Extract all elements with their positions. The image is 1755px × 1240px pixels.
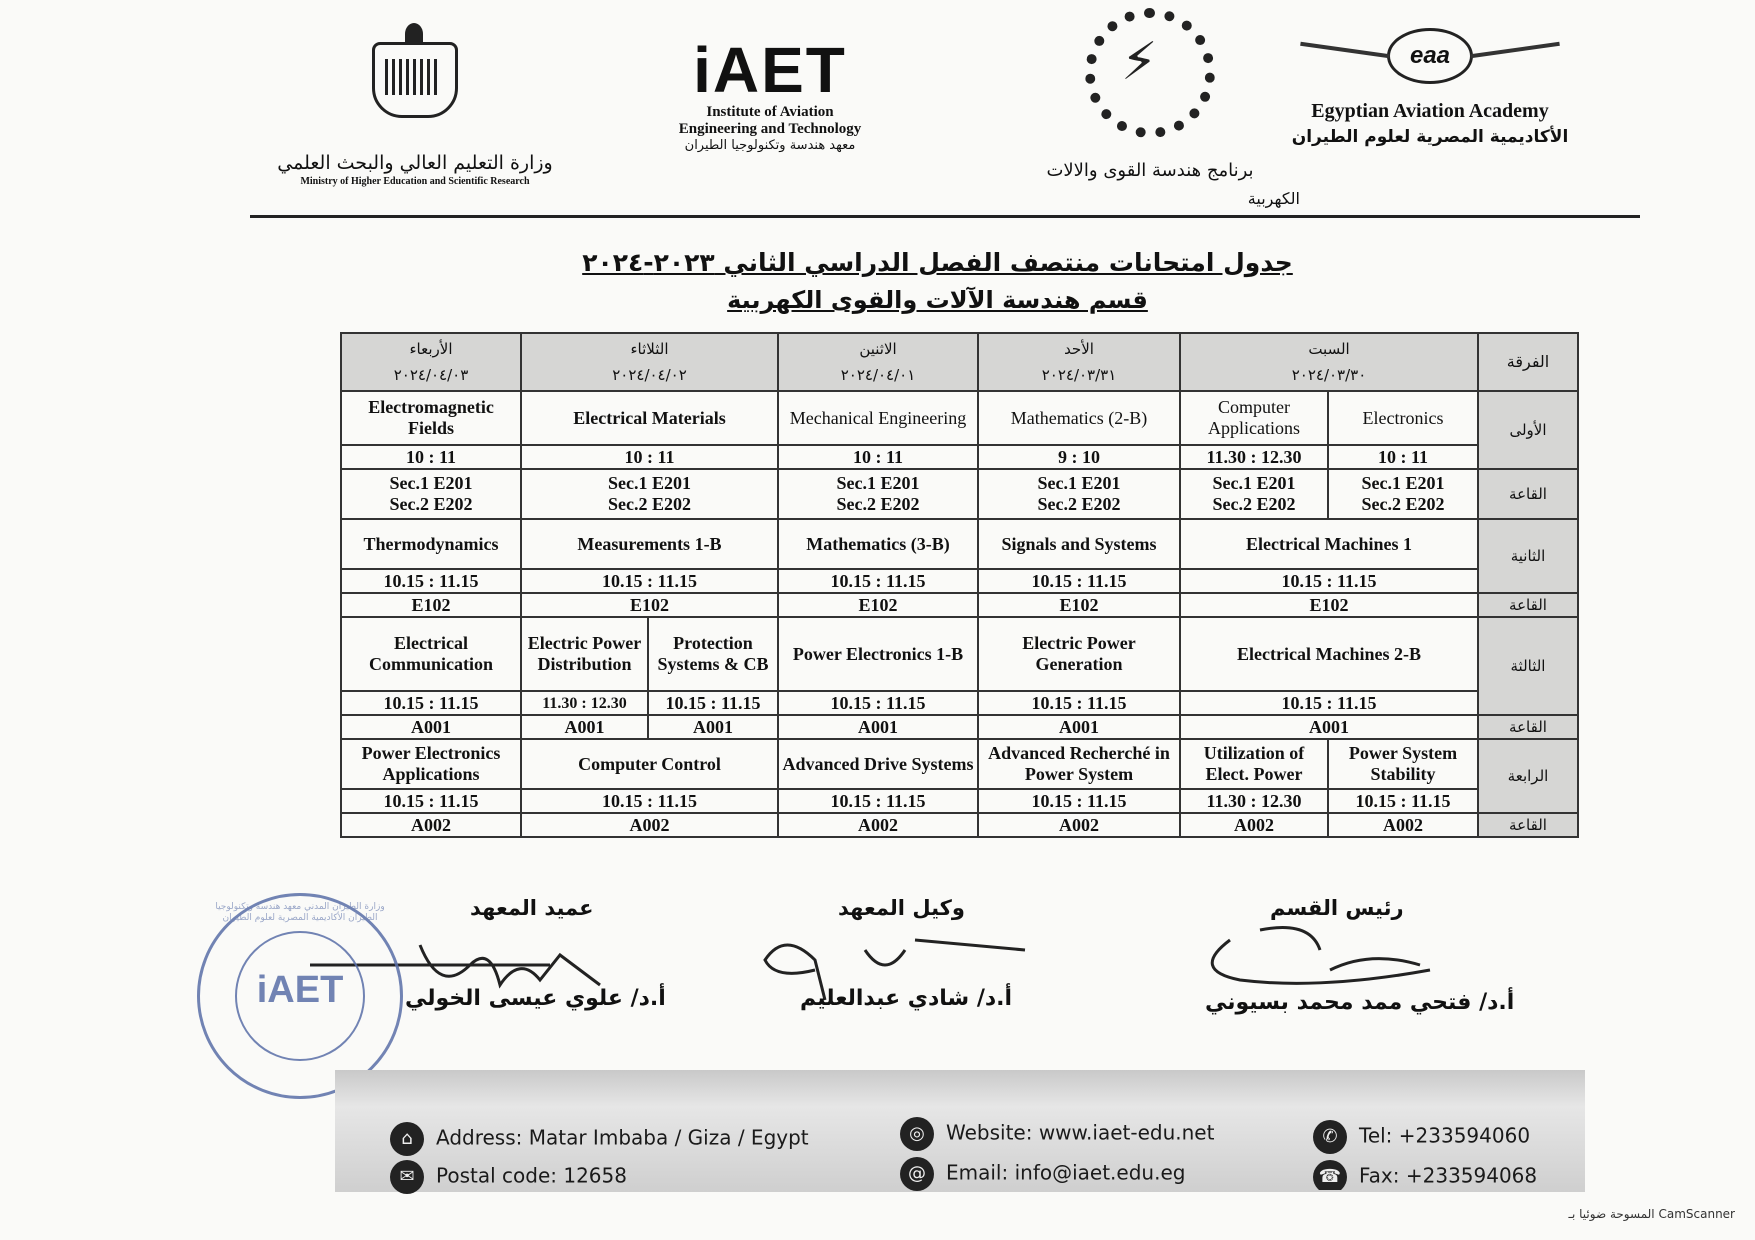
iaet-name-en-2: Engineering and Technology [678,121,862,137]
time-cell: 10.15 : 11.15 [1180,691,1478,715]
day-header-tuesday: الثلاثاء ٢٠٢٤/٠٤/٠٢ [521,333,778,391]
hall-cell: A002 [778,813,978,837]
postal-item: ✉ Postal code: 12658 [390,1160,627,1194]
time-cell: 11.30 : 12.30 [1180,445,1328,469]
header-divider [250,215,1640,218]
hall-cell: Sec.1 E201 Sec.2 E202 [978,469,1180,519]
hall-cell: A002 [1328,813,1478,837]
page-title: جدول امتحانات منتصف الفصل الدراسي الثاني ٢٠٢٣-٢٠٢٤ [582,248,1293,277]
mail-icon: ✉ [390,1160,424,1194]
dept-head-name: أ.د/ فتحي ممد محمد بسيوني [1205,990,1515,1015]
subject-cell: Electric Power Generation [978,617,1180,691]
year2-hall-row [341,593,1578,617]
website-item: ◎ Website: www.iaet-edu.net [900,1117,1214,1151]
time-cell: 10 : 11 [521,445,778,469]
time-cell: 10.15 : 11.15 [521,789,778,813]
ministry-name-en: Ministry of Higher Education and Scientific Research [300,176,530,187]
hall-cell: A002 [521,813,778,837]
subject-cell: Mechanical Engineering [778,391,978,445]
time-cell: 10 : 11 [1328,445,1478,469]
subject-cell: Electrical Machines 1 [1180,519,1478,569]
hall-cell: Sec.1 E201 Sec.2 E202 [1180,469,1328,519]
eaa-name-ar: الأكاديمية المصرية لعلوم الطيران [1291,127,1569,147]
hall-cell: A001 [648,715,778,739]
iaet-wordmark: iAET [693,34,847,106]
iaet-name-ar: معهد هندسة وتكنولوجيا الطيران [684,138,856,153]
year4-hall-row [341,813,1578,837]
time-cell: 10.15 : 11.15 [778,789,978,813]
hall-cell: Sec.1 E201 Sec.2 E202 [778,469,978,519]
gear-lightning-icon [1085,8,1215,138]
grade-label-year3: الثالثة [1478,617,1578,715]
subject-cell: Signals and Systems [978,519,1180,569]
time-cell: 10.15 : 11.15 [978,789,1180,813]
grade-label-year2: الثانية [1478,519,1578,593]
subject-cell: Electrical Communication [341,617,521,691]
iaet-name-en-1: Institute of Aviation [706,104,834,120]
fax-icon: ☎ [1313,1160,1347,1190]
hall-cell: A001 [341,715,521,739]
year1-subject-row [341,391,1578,445]
program-name-ar-2: الكهربية [1247,189,1300,208]
hall-cell: A001 [1180,715,1478,739]
vice-dean-title: وكيل المعهد [838,896,965,920]
exam-schedule-table [340,332,1579,838]
subject-cell: Electronics [1328,391,1478,445]
tel-item: ✆ Tel: +233594060 [1313,1120,1530,1154]
hall-cell: Sec.1 E201 Sec.2 E202 [521,469,778,519]
iaet-logo [610,34,930,153]
hall-cell: A002 [1180,813,1328,837]
subject-cell: Power Electronics 1-B [778,617,978,691]
day-header-wednesday: الأربعاء ٢٠٢٤/٠٤/٠٣ [341,333,521,391]
subject-cell: Electric Power Distribution [521,617,648,691]
year4-subject-row [341,739,1578,789]
hall-cell: A001 [978,715,1180,739]
day-header-monday: الاثنين ٢٠٢٤/٠٤/٠١ [778,333,978,391]
subject-cell: Electrical Machines 2-B [1180,617,1478,691]
eaa-name-en: Egyptian Aviation Academy [1311,100,1549,122]
time-cell: 10.15 : 11.15 [978,691,1180,715]
subject-cell: Mathematics (2-B) [978,391,1180,445]
year1-hall-row [341,469,1578,519]
subject-cell: Power System Stability [1328,739,1478,789]
hall-cell: E102 [341,593,521,617]
time-cell: 10.15 : 11.15 [1180,569,1478,593]
time-cell: 11.30 : 12.30 [521,691,648,715]
contact-footer [335,1070,1585,1192]
globe-icon: ◎ [900,1117,934,1151]
subject-cell: Computer Control [521,739,778,789]
hall-label: القاعة [1478,469,1578,519]
time-cell: 10.15 : 11.15 [521,569,778,593]
subject-cell: Advanced Recherché in Power System [978,739,1180,789]
time-cell: 10.15 : 11.15 [341,691,521,715]
grade-label-year1: الأولى [1478,391,1578,469]
subject-cell: Measurements 1-B [521,519,778,569]
hall-cell: E102 [978,593,1180,617]
dean-name: أ.د/ علوي عيسى الخولي [405,986,666,1011]
header-row [341,333,1578,391]
dept-head-title: رئيس القسم [1270,896,1404,920]
time-cell: 10.15 : 11.15 [341,569,521,593]
day-header-sunday: الأحد ٢٠٢٤/٠٣/٣١ [978,333,1180,391]
camscanner-watermark: المسوحة ضوئيا بـ CamScanner [1568,1207,1735,1221]
email-item: @ Email: info@iaet.edu.eg [900,1157,1185,1191]
subject-cell: Electrical Materials [521,391,778,445]
subject-cell: Electromagnetic Fields [341,391,521,445]
hall-cell: Sec.1 E201 Sec.2 E202 [1328,469,1478,519]
program-name-ar-1: برنامج هندسة القوى والالات [1046,160,1254,181]
time-cell: 10.15 : 11.15 [1328,789,1478,813]
ministry-logo [245,42,585,187]
hall-cell: Sec.1 E201 Sec.2 E202 [341,469,521,519]
year1-time-row [341,445,1578,469]
hall-cell: E102 [778,593,978,617]
page-subtitle: قسم هندسة الآلات والقوى الكهربية [727,286,1148,314]
day-header-saturday: السبت ٢٠٢٤/٠٣/٣٠ [1180,333,1478,391]
hall-cell: A002 [341,813,521,837]
location-icon: ⌂ [390,1122,424,1156]
subject-cell: Protection Systems & CB [648,617,778,691]
year2-subject-row [341,519,1578,569]
dean-title: عميد المعهد [470,896,594,920]
hall-cell: A001 [778,715,978,739]
time-cell: 10.15 : 11.15 [778,691,978,715]
year2-time-row [341,569,1578,593]
hall-label: القاعة [1478,715,1578,739]
subject-cell: Thermodynamics [341,519,521,569]
program-logo [1000,8,1300,208]
vice-dean-name: أ.د/ شادي عبدالعليم [800,986,1013,1011]
grade-header: الفرقة [1478,333,1578,391]
year4-time-row [341,789,1578,813]
phone-icon: ✆ [1313,1120,1347,1154]
time-cell: 10 : 11 [341,445,521,469]
at-icon: @ [900,1157,934,1191]
time-cell: 9 : 10 [978,445,1180,469]
time-cell: 11.30 : 12.30 [1180,789,1328,813]
ministry-name-ar: وزارة التعليم العالي والبحث العلمي [277,152,553,174]
subject-cell: Utilization of Elect. Power [1180,739,1328,789]
hall-label: القاعة [1478,813,1578,837]
hall-cell: E102 [521,593,778,617]
hall-cell: A002 [978,813,1180,837]
hall-label: القاعة [1478,593,1578,617]
time-cell: 10.15 : 11.15 [978,569,1180,593]
eaa-logo [1290,28,1570,147]
grade-label-year4: الرابعة [1478,739,1578,813]
stamp-mark: iAET [256,969,344,1011]
time-cell: 10 : 11 [778,445,978,469]
dept-head-signature [1200,910,1460,1000]
eaa-emblem: eaa [1387,28,1473,84]
stamp-text: وزارة الطيران المدني معهد هندسة وتكنولوجيا الطيران الأكاديمية المصرية لعلوم الطيران [215,902,385,923]
time-cell: 10.15 : 11.15 [648,691,778,715]
subject-cell: Advanced Drive Systems [778,739,978,789]
subject-cell: Computer Applications [1180,391,1328,445]
hall-cell: A001 [521,715,648,739]
subject-cell: Mathematics (3-B) [778,519,978,569]
fax-item: ☎ Fax: +233594068 [1313,1160,1537,1190]
institute-stamp [197,893,403,1099]
year3-time-row [341,691,1578,715]
time-cell: 10.15 : 11.15 [341,789,521,813]
hall-cell: E102 [1180,593,1478,617]
year3-hall-row [341,715,1578,739]
subject-cell: Power Electronics Applications [341,739,521,789]
eagle-emblem-icon [372,42,458,118]
address-item: ⌂ Address: Matar Imbaba / Giza / Egypt [390,1122,809,1156]
year3-subject-row [341,617,1578,691]
time-cell: 10.15 : 11.15 [778,569,978,593]
